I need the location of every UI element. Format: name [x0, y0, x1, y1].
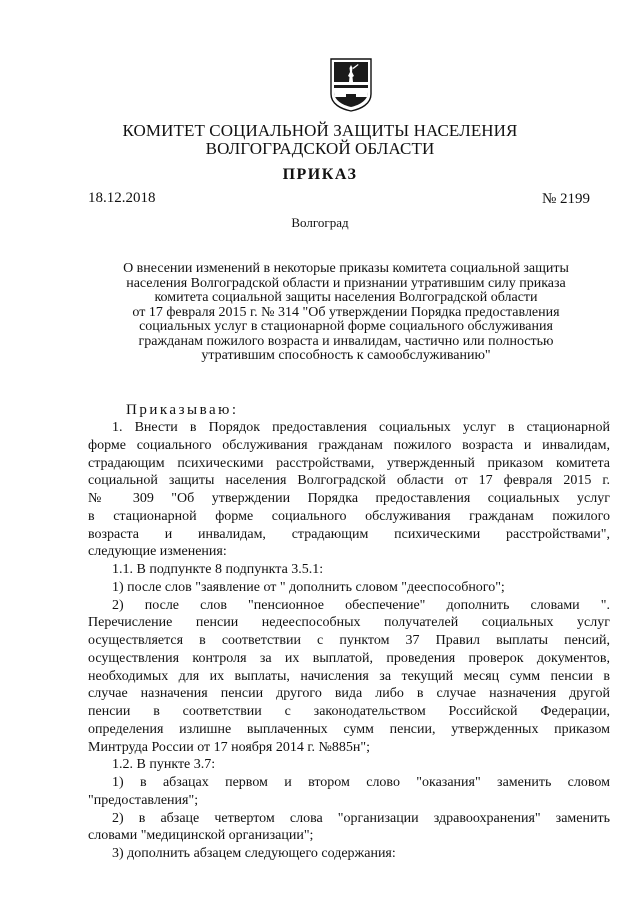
body-line: случае назначения пенсии другого вида либо в случае назначения другой: [88, 686, 610, 701]
order-date: 18.12.2018: [88, 190, 156, 206]
body-line: необходимых для их выплаты, начисления за текущий месяц сумм пенсии в: [88, 669, 610, 684]
order-number: № 2199: [541, 191, 590, 207]
order-directive: Приказываю:: [126, 402, 239, 418]
body-line: социальной защиты населения Волгоградской области от 17 февраля 2015 г.: [88, 473, 610, 488]
body-line: Перечисление пенсии недееспособных получателей социальных услуг: [88, 615, 610, 630]
body-line: словами "медицинской организации";: [88, 828, 314, 843]
order-subject: [96, 262, 596, 364]
subject-line: населения Волгоградской области и признании утратившим силу приказа: [126, 275, 566, 291]
body-line: 2) в абзаце четвертом слова "организации здравоохранения" заменить: [112, 811, 610, 826]
body-line: "предоставления";: [88, 793, 199, 808]
volgograd-emblem-icon: [330, 58, 372, 112]
subclause-heading: 1.1. В подпункте 8 подпункта 3.5.1:: [112, 562, 324, 577]
body-line: 1) в абзацах первом и втором слово "оказания" заменить словом: [112, 775, 610, 790]
body-line: определения излишне выплаченных сумм пенсии, утвержденных приказом: [88, 722, 610, 737]
body-line: в стационарной форме социального обслуживания гражданам пожилого: [88, 509, 610, 524]
body-line: страдающим психическими расстройствами, утвержденный приказом комитета: [88, 456, 610, 471]
body-line: 1) после слов "заявление от " дополнить словом "дееспособного";: [112, 580, 505, 595]
subject-line: от 17 февраля 2015 г. № 314 "Об утверждении Порядка предоставления: [132, 304, 560, 320]
body-line: возраста и инвалидам, страдающим психическими расстройствами",: [88, 527, 610, 542]
subclause-heading: 1.2. В пункте 3.7:: [112, 757, 216, 772]
organization-name-line1: КОМИТЕТ СОЦИАЛЬНОЙ ЗАЩИТЫ НАСЕЛЕНИЯ: [122, 121, 518, 140]
body-line: осуществляется в соответствии с пунктом 37 Правил выплаты пенсий,: [88, 633, 610, 648]
body-line: № 309 "Об утверждении Порядка предоставления социальных услуг: [88, 491, 610, 506]
body-line: 2) после слов "пенсионное обеспечение" дополнить словами ".: [112, 598, 610, 613]
subject-line: комитета социальной защиты населения Волгоградской области: [154, 290, 538, 305]
document-type-title: ПРИКАЗ: [282, 166, 358, 183]
body-line: следующие изменения:: [88, 544, 227, 559]
subject-line: утратившим способность к самообслуживанию": [201, 348, 491, 363]
body-line: осуществления контроля за их выплатой, проведения проверок документов,: [88, 651, 610, 666]
organization-name-line2: ВОЛГОГРАДСКОЙ ОБЛАСТИ: [205, 139, 435, 158]
body-line: пенсии в соответствии с законодательством Российской Федерации,: [88, 704, 610, 719]
subject-line: гражданам пожилого возраста и инвалидам, частично или полностью: [138, 333, 554, 349]
body-line: форме социального обслуживания гражданам пожилого возраста и инвалидам,: [88, 438, 610, 453]
body-line: 3) дополнить абзацем следующего содержания:: [112, 846, 396, 861]
city-name: Волгоград: [291, 215, 349, 230]
subject-line: социальных услуг в стационарной форме социального обслуживания: [139, 319, 553, 334]
body-line: Минтруда России от 17 ноября 2014 г. №885н";: [88, 740, 370, 755]
subject-line: О внесении изменений в некоторые приказы комитета социальной защиты: [123, 261, 569, 276]
body-line: 1. Внести в Порядок предоставления социальных услуг в стационарной: [112, 420, 610, 435]
